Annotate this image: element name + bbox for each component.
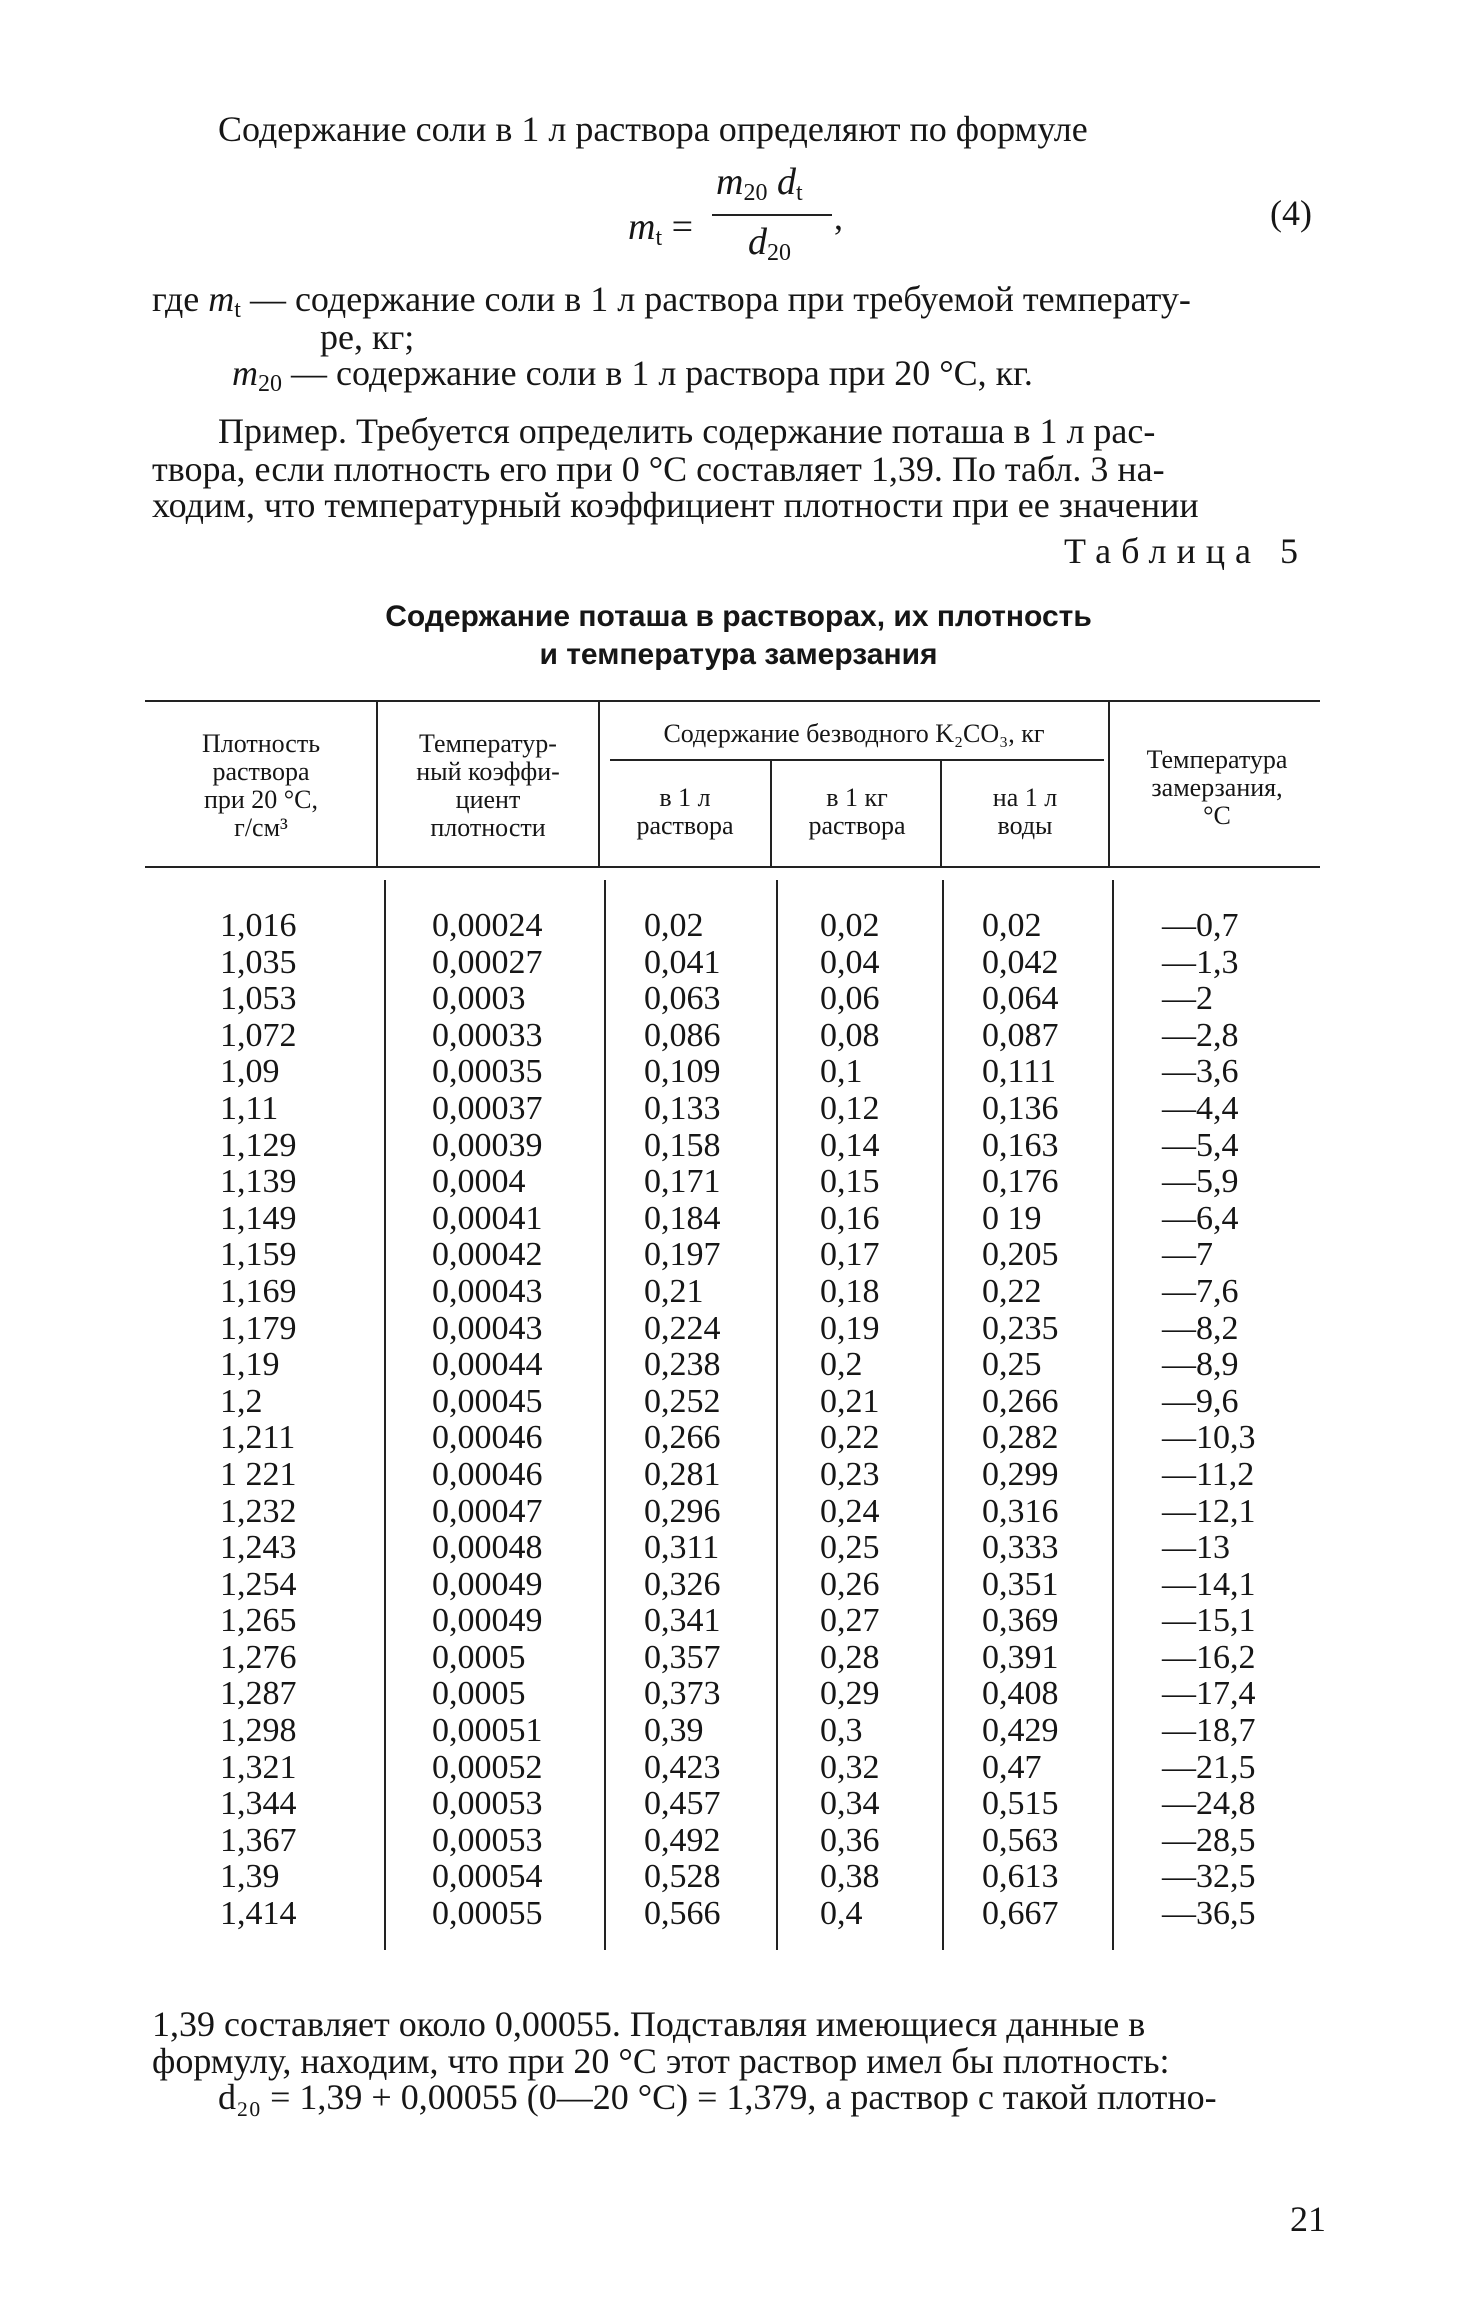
table-cell: 0,02	[644, 907, 704, 944]
table-cell: 0,38	[820, 1858, 880, 1896]
table-cell: 0,205	[982, 1236, 1059, 1274]
table-cell: 1,367	[220, 1821, 297, 1859]
header-freeze: Температура замерзания, °С	[1146, 745, 1288, 830]
table-cell: —7	[1162, 1236, 1213, 1274]
table-cell: 0,613	[982, 1858, 1059, 1896]
table-cell: 0,00037	[432, 1089, 543, 1127]
table-cell: 0,23	[820, 1455, 880, 1493]
header-coef: Температур- ный коэффи- циент плотности	[416, 729, 560, 842]
example-line-2: твора, если плотность его при 0 °С составляет 1,39. По табл. 3 на-	[152, 449, 1165, 489]
table-cell: —2	[1162, 980, 1213, 1018]
header-density: Плотность раствора при 20 °С, г/см³	[201, 729, 321, 842]
table-cell: 0,00035	[432, 1053, 543, 1091]
table-cell: 1,129	[220, 1126, 297, 1164]
table-top-rule	[145, 700, 1320, 702]
table-cell: —15,1	[1162, 1602, 1256, 1640]
table-cell: 1,276	[220, 1638, 297, 1676]
table-cell: 0,111	[982, 1053, 1056, 1091]
formula-denominator: $d_{20}$	[748, 221, 791, 266]
table-cell: 0,197	[644, 1236, 721, 1274]
table-cell: 1,016	[220, 907, 297, 944]
table-cell: 0,224	[644, 1309, 721, 1347]
where-line-1: где $m_t$ — содержание соли в 1 л раствора при требуемой температу-	[152, 279, 1191, 323]
table-cell: 1,149	[220, 1199, 297, 1237]
table-cell: 1,11	[220, 1089, 279, 1127]
table-header-rule	[145, 866, 1320, 868]
table-cell: 0,373	[644, 1675, 721, 1713]
table-cell: 0,063	[644, 980, 721, 1018]
table-cell: 0,00049	[432, 1565, 543, 1603]
body-divider	[942, 880, 944, 1950]
table-cell: 1,344	[220, 1785, 297, 1823]
table-cell: 1,243	[220, 1529, 297, 1567]
body-divider	[1112, 880, 1114, 1950]
table-cell: 0,21	[820, 1382, 880, 1420]
body-divider	[604, 880, 606, 1950]
table-cell: —17,4	[1162, 1675, 1256, 1713]
table-cell: 0,00024	[432, 907, 543, 944]
table-cell: 0,299	[982, 1455, 1059, 1493]
table-cell: —0,7	[1162, 907, 1239, 944]
table-cell: 0,00043	[432, 1272, 543, 1310]
table-cell: 0,17	[820, 1236, 880, 1274]
column-per-l-water	[982, 908, 1059, 1933]
table-cell: 0,2	[820, 1346, 863, 1384]
table-cell: 0,326	[644, 1565, 721, 1603]
table-cell: 1,254	[220, 1565, 297, 1603]
table-cell: 1,232	[220, 1492, 297, 1530]
table-cell: 0,281	[644, 1455, 721, 1493]
table-cell: 1,159	[220, 1236, 297, 1274]
formula-number: (4)	[1270, 193, 1312, 233]
table-cell: 0,00049	[432, 1602, 543, 1640]
table-cell: 1,19	[220, 1346, 280, 1384]
table-group-rule	[610, 759, 1104, 761]
column-freeze	[1162, 908, 1256, 1933]
table-cell: 0,08	[820, 1016, 880, 1054]
table-cell: 0,24	[820, 1492, 880, 1530]
header-per-l-solution: в 1 л раствора	[636, 783, 734, 840]
table-cell: 0,00053	[432, 1785, 543, 1823]
table-cell: 0,266	[982, 1382, 1059, 1420]
table-title-line-1: Содержание поташа в растворах, их плотность	[385, 600, 1092, 633]
table-cell: 0,086	[644, 1016, 721, 1054]
table-cell: —5,4	[1162, 1126, 1239, 1164]
body-divider	[776, 880, 778, 1950]
table-cell: 0,32	[820, 1748, 880, 1786]
table-cell: 0,184	[644, 1199, 721, 1237]
column-per-l-solution	[644, 908, 721, 1933]
after-line-1: 1,39 составляет около 0,00055. Подставляя имеющиеся данные в	[152, 2004, 1146, 2044]
table-cell: 0,109	[644, 1053, 721, 1091]
table-cell: 0,00042	[432, 1236, 543, 1274]
table-cell: 0,041	[644, 943, 721, 981]
table-cell: 0,26	[820, 1565, 880, 1603]
table-cell: 1,321	[220, 1748, 297, 1786]
table-cell: 0,00051	[432, 1712, 543, 1750]
table-cell: 0,158	[644, 1126, 721, 1164]
table-cell: 0,00055	[432, 1895, 543, 1933]
header-divider	[598, 700, 600, 866]
table-cell: 0,36	[820, 1821, 880, 1859]
table-cell: —9,6	[1162, 1382, 1239, 1420]
example-line-3: ходим, что температурный коэффициент плотности при ее значении	[152, 485, 1199, 525]
table-cell: —7,6	[1162, 1272, 1239, 1310]
table-cell: 0,47	[982, 1748, 1042, 1786]
table-cell: 1,265	[220, 1602, 297, 1640]
table-cell: 0,0003	[432, 980, 526, 1018]
table-cell: —3,6	[1162, 1053, 1239, 1091]
table-cell: 0,4	[820, 1895, 863, 1933]
table-cell: 0,00041	[432, 1199, 543, 1237]
table-cell: 0,0005	[432, 1638, 526, 1676]
table-cell: 0,408	[982, 1675, 1059, 1713]
table-cell: 0,06	[820, 980, 880, 1018]
table-cell: —12,1	[1162, 1492, 1256, 1530]
table-cell: 1,298	[220, 1712, 297, 1750]
table-cell: 0,311	[644, 1529, 720, 1567]
table-cell: 0,27	[820, 1602, 880, 1640]
table-cell: 1,139	[220, 1163, 297, 1201]
table-cell: 1,035	[220, 943, 297, 981]
table-cell: —8,2	[1162, 1309, 1239, 1347]
table-cell: 0,3	[820, 1712, 863, 1750]
table-cell: 0,34	[820, 1785, 880, 1823]
table-cell: 1,2	[220, 1382, 263, 1420]
table-title-line-2: и температура замерзания	[539, 638, 938, 671]
header-divider	[770, 760, 772, 866]
table-cell: —24,8	[1162, 1785, 1256, 1823]
table-cell: —14,1	[1162, 1565, 1256, 1603]
table-cell: 1,211	[220, 1419, 296, 1457]
table-cell: 0,00043	[432, 1309, 543, 1347]
header-content-group: Содержание безводного K₂CO₃, кг	[663, 719, 1045, 748]
table-cell: 0,357	[644, 1638, 721, 1676]
table-cell: —18,7	[1162, 1712, 1256, 1750]
table-cell: 0,00046	[432, 1455, 543, 1493]
table-cell: 0,0005	[432, 1675, 526, 1713]
table-cell: 0,341	[644, 1602, 721, 1640]
table-cell: 0,515	[982, 1785, 1059, 1823]
table-cell: 0,042	[982, 943, 1059, 981]
table-cell: 0,171	[644, 1163, 721, 1201]
body-divider	[384, 880, 386, 1950]
table-cell: 0,457	[644, 1785, 721, 1823]
table-cell: 0,00033	[432, 1016, 543, 1054]
table-cell: 0,00052	[432, 1748, 543, 1786]
table-cell: —16,2	[1162, 1638, 1256, 1676]
table-cell: 0,351	[982, 1565, 1059, 1603]
table-cell: 0,00045	[432, 1382, 543, 1420]
table-cell: 1,09	[220, 1053, 280, 1091]
column-per-kg-solution	[820, 908, 880, 1933]
header-per-kg-solution: в 1 кг раствора	[808, 783, 906, 840]
table-cell: 0,19	[820, 1309, 880, 1347]
table-cell: 0,25	[982, 1346, 1042, 1384]
table-cell: —11,2	[1162, 1455, 1255, 1493]
table-cell: 0,0004	[432, 1163, 526, 1201]
table-cell: —8,9	[1162, 1346, 1239, 1384]
where-line-2: $m_{20}$ — содержание соли в 1 л раствора при 20 °С, кг.	[232, 353, 1033, 397]
table-cell: 0,238	[644, 1346, 721, 1384]
table-cell: 0,163	[982, 1126, 1059, 1164]
table-cell: 0,282	[982, 1419, 1059, 1457]
table-cell: —10,3	[1162, 1419, 1256, 1457]
table-cell: —32,5	[1162, 1858, 1256, 1896]
column-density	[220, 908, 297, 1933]
header-divider	[376, 700, 378, 866]
table-cell: 0,00046	[432, 1419, 543, 1457]
table-cell: 0,00048	[432, 1529, 543, 1567]
table-cell: 0,064	[982, 980, 1059, 1018]
table-cell: —2,8	[1162, 1016, 1239, 1054]
table-cell: 0,29	[820, 1675, 880, 1713]
table-cell: 1,169	[220, 1272, 297, 1310]
table-cell: 0 19	[982, 1199, 1042, 1237]
table-cell: 0,266	[644, 1419, 721, 1457]
table-cell: 0,235	[982, 1309, 1059, 1347]
table-cell: 0,02	[982, 907, 1042, 944]
table-cell: 0,14	[820, 1126, 880, 1164]
intro-text: Содержание соли в 1 л раствора определяют по формуле	[218, 109, 1088, 149]
table-cell: 0,12	[820, 1089, 880, 1127]
table-cell: 0,563	[982, 1821, 1059, 1859]
table-cell: 0,087	[982, 1016, 1059, 1054]
table-cell: —28,5	[1162, 1821, 1256, 1859]
table-cell: —21,5	[1162, 1748, 1256, 1786]
table-cell: 0,22	[982, 1272, 1042, 1310]
formula-comma: ,	[834, 197, 843, 237]
after-line-3: d₂₀ = 1,39 + 0,00055 (0—20 °С) = 1,379, а раствор с такой плотно-	[218, 2077, 1217, 2117]
formula-lhs: $m_t$ =	[628, 206, 694, 251]
table-cell: 0,176	[982, 1163, 1059, 1201]
table-cell: 1 221	[220, 1455, 297, 1493]
table-cell: 0,00053	[432, 1821, 543, 1859]
table-cell: 0,00047	[432, 1492, 543, 1530]
table-cell: 0,492	[644, 1821, 721, 1859]
table-cell: —1,3	[1162, 943, 1239, 981]
table-cell: 0,252	[644, 1382, 721, 1420]
table-cell: 0,429	[982, 1712, 1059, 1750]
table-cell: 0,22	[820, 1419, 880, 1457]
table-cell: 0,333	[982, 1529, 1059, 1567]
after-line-2: формулу, находим, что при 20 °С этот раствор имел бы плотность:	[152, 2041, 1170, 2081]
header-divider	[1108, 700, 1110, 866]
table-cell: 0,25	[820, 1529, 880, 1567]
table-cell: 0,00027	[432, 943, 543, 981]
table-cell: —6,4	[1162, 1199, 1239, 1237]
table-cell: 1,414	[220, 1895, 297, 1933]
table-cell: 0,16	[820, 1199, 880, 1237]
table-cell: 0,02	[820, 907, 880, 944]
table-cell: 0,566	[644, 1895, 721, 1933]
example-line-1: Пример. Требуется определить содержание поташа в 1 л рас-	[218, 411, 1156, 451]
column-coef	[432, 908, 543, 1933]
table-cell: 0,04	[820, 943, 880, 981]
table-cell: 1,179	[220, 1309, 297, 1347]
table-cell: 0,00039	[432, 1126, 543, 1164]
where-line-1b: ре, кг;	[320, 317, 415, 357]
table-cell: 0,136	[982, 1089, 1059, 1127]
table-cell: —36,5	[1162, 1895, 1256, 1933]
formula-numerator: $m_{20}$ $d_t$	[716, 161, 803, 206]
table-cell: 0,28	[820, 1638, 880, 1676]
table-cell: 0,21	[644, 1272, 704, 1310]
formula-fraction-bar	[712, 214, 832, 216]
table-cell: 0,1	[820, 1053, 863, 1091]
table-cell: 0,391	[982, 1638, 1059, 1676]
table-cell: —13	[1162, 1529, 1230, 1567]
table-cell: 0,00054	[432, 1858, 543, 1896]
page-number: 21	[1290, 2199, 1326, 2239]
table-cell: —4,4	[1162, 1089, 1239, 1127]
table-cell: 0,39	[644, 1712, 704, 1750]
table-cell: 0,528	[644, 1858, 721, 1896]
table-label: Таблица 5	[1064, 531, 1308, 571]
table-cell: 0,15	[820, 1163, 880, 1201]
table-cell: 0,18	[820, 1272, 880, 1310]
header-divider	[940, 760, 942, 866]
table-cell: 0,667	[982, 1895, 1059, 1933]
table-cell: 1,072	[220, 1016, 297, 1054]
table-cell: 0,00044	[432, 1346, 543, 1384]
table-cell: 0,296	[644, 1492, 721, 1530]
table-cell: 0,316	[982, 1492, 1059, 1530]
table-cell: 1,287	[220, 1675, 297, 1713]
table-cell: 0,369	[982, 1602, 1059, 1640]
table-cell: —5,9	[1162, 1163, 1239, 1201]
header-per-l-water: на 1 л воды	[992, 783, 1058, 840]
table-cell: 0,423	[644, 1748, 721, 1786]
table-cell: 1,39	[220, 1858, 280, 1896]
table-cell: 0,133	[644, 1089, 721, 1127]
table-cell: 1,053	[220, 980, 297, 1018]
